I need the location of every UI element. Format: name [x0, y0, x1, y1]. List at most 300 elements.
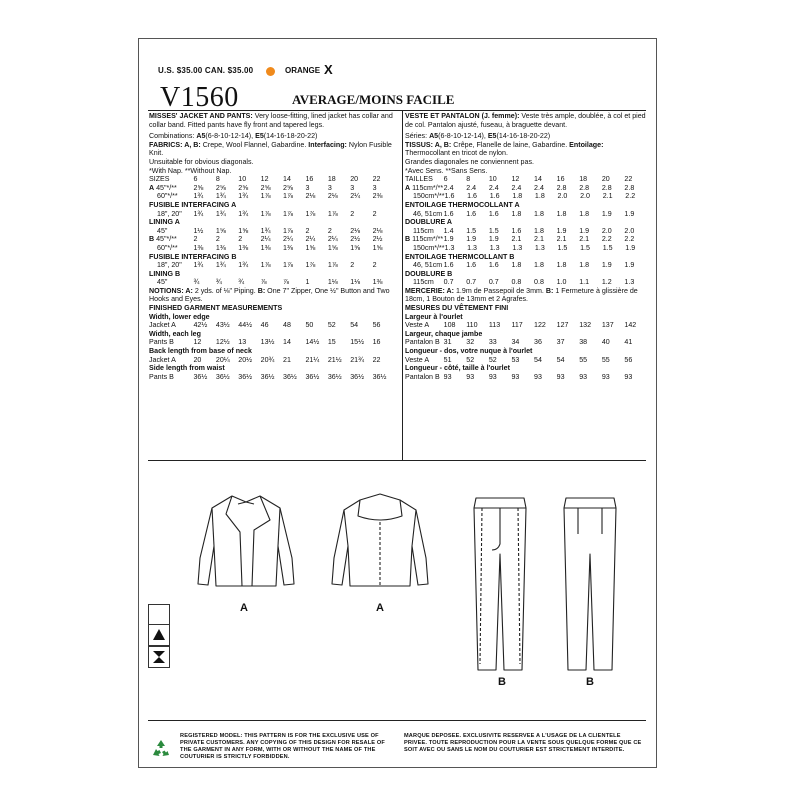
- table-cell: 40: [601, 338, 610, 347]
- table-cell: 1.8: [511, 261, 522, 270]
- table-cell: 1.6: [444, 192, 455, 201]
- table-cell: 2¼: [305, 235, 316, 244]
- table-cell: 1.8: [579, 209, 590, 218]
- table-cell: 1¾: [238, 209, 249, 218]
- table-cell: 1¾: [260, 226, 271, 235]
- table-cell: 93: [624, 372, 633, 381]
- view-label: B: [498, 676, 506, 688]
- table-cell: 22: [372, 355, 381, 364]
- table-cell: ¾: [193, 278, 200, 287]
- english-nap-note: *With Nap. **Without Nap.: [149, 166, 232, 175]
- yardage-row: A 115cm*/** 2.4 2.4 2.4 2.4 2.4 2.8 2.8 2.8 2.8: [405, 184, 647, 193]
- table-cell: 10: [238, 175, 247, 184]
- table-cell: 1¾: [238, 192, 249, 201]
- table-cell: 1.8: [534, 226, 544, 235]
- yardage-row: 115cm 1.4 1.5 1.5 1.6 1.8 1.9 1.9 2.0 2.0: [405, 227, 647, 236]
- table-cell: 2.8: [556, 183, 567, 192]
- table-cell: ¾: [215, 278, 222, 287]
- yardage-row: 60"*/** 1⅜ 1⅜ 1⅜ 1⅜ 1⅜ 1⅝ 1⅝ 1⅝ 1⅝: [149, 244, 395, 253]
- table-cell: 2.2: [624, 235, 635, 244]
- table-cell: 14: [534, 175, 542, 184]
- english-column: [149, 112, 395, 381]
- table-cell: 16: [305, 175, 314, 184]
- table-cell: 10: [488, 175, 497, 184]
- table-cell: 2.1: [602, 192, 613, 201]
- table-cell: 3: [305, 183, 310, 192]
- table-cell: 1.9: [601, 261, 612, 270]
- section-heading: FUSIBLE INTERFACING A: [149, 200, 237, 209]
- table-cell: 1.1: [579, 278, 590, 287]
- pattern-number: V1560: [160, 82, 239, 113]
- table-cell: 2.4: [443, 183, 454, 192]
- table-cell: 2: [193, 235, 198, 244]
- table-cell: 53: [511, 355, 520, 364]
- table-cell: 2⅛: [350, 226, 361, 235]
- header-divider: [148, 110, 646, 111]
- table-cell: 13½: [260, 338, 275, 347]
- table-cell: 1⅞: [283, 209, 293, 218]
- table-cell: 122: [534, 321, 546, 330]
- table-cell: 1.8: [512, 192, 523, 201]
- table-cell: 113: [488, 321, 501, 330]
- table-cell: 2⅛: [305, 192, 316, 201]
- table-cell: 1.8: [511, 209, 522, 218]
- table-cell: 2½: [372, 235, 383, 244]
- table-cell: 55: [579, 355, 588, 364]
- table-cell: 6: [193, 175, 198, 184]
- table-cell: 93: [443, 372, 452, 381]
- table-cell: 2⅝: [283, 183, 293, 192]
- table-cell: 2.8: [601, 183, 612, 192]
- table-cell: 1.8: [534, 261, 544, 270]
- table-cell: 110: [466, 321, 478, 330]
- yardage-row: B 45"*/** 2 2 2 2¼ 2¼ 2¼ 2¼ 2½ 2½: [149, 235, 395, 244]
- table-cell: 1.6: [443, 261, 454, 270]
- table-cell: 2.8: [579, 183, 590, 192]
- table-cell: 1.9: [624, 209, 635, 218]
- table-cell: 0.7: [443, 278, 454, 287]
- table-cell: 2.4: [466, 183, 477, 192]
- section-heading: MESURES DU VÊTEMENT FINI: [405, 304, 509, 313]
- view-label: A: [240, 602, 248, 614]
- table-cell: 15½: [350, 338, 365, 347]
- table-cell: 2⅛: [372, 226, 383, 235]
- table-cell: 12½: [215, 338, 230, 347]
- measurement-heading: Width, each leg: [149, 329, 201, 338]
- table-cell: 1.6: [488, 261, 499, 270]
- table-cell: 1.8: [556, 261, 567, 270]
- table-cell: 1.9: [601, 209, 612, 218]
- table-cell: 2.1: [511, 235, 522, 244]
- yardage-row: 150cm*/** 1.3 1.3 1.3 1.3 1.3 1.5 1.5 1.5 1.9: [405, 244, 647, 253]
- table-cell: 1⅛: [327, 278, 338, 287]
- table-cell: 21: [283, 355, 291, 364]
- measurement-row: Jacket A 20 20¼ 20½ 20¾ 21 21¼ 21½ 21¾ 22: [149, 356, 395, 365]
- section-heading: DOUBLURE B: [405, 269, 453, 278]
- table-cell: 55: [601, 355, 610, 364]
- measurement-heading: Longueur - côté, taille à l'ourlet: [405, 364, 510, 373]
- table-cell: 1⅜: [260, 243, 271, 252]
- table-cell: 12: [193, 338, 202, 347]
- table-cell: 1⅝: [305, 243, 316, 252]
- yardage-row: 45" 1½ 1⅝ 1⅝ 1¾ 1⅞ 2 2 2⅛ 2⅛: [149, 227, 395, 236]
- with-nap-icon: [148, 624, 170, 646]
- table-cell: 1.5: [488, 226, 499, 235]
- table-cell: 1⅞: [327, 261, 338, 270]
- table-cell: 20½: [238, 355, 253, 364]
- table-cell: 1⅛: [350, 278, 361, 287]
- french-notions: MERCERIE: A: 1.9m de Passepoil de 3mm. B: 1 Fermeture à glissière de 18cm, 1 Bouton de 13mm et 2 Agrafes.: [405, 286, 638, 304]
- table-cell: 1.0: [556, 278, 567, 287]
- yardage-row: A 45"*/** 2⅝ 2⅝ 2⅝ 2⅝ 2⅝ 3 3 3 3: [149, 184, 395, 193]
- table-cell: 2: [372, 209, 377, 218]
- section-heading: ENTOILAGE THERMOCOLLANT A: [405, 200, 520, 209]
- table-cell: 2: [350, 261, 355, 270]
- table-cell: 1: [305, 278, 310, 287]
- table-cell: 2⅜: [372, 192, 383, 201]
- table-cell: 18: [327, 175, 336, 184]
- table-cell: 46: [260, 321, 269, 330]
- jacket-back-drawing: [330, 488, 430, 600]
- table-cell: 127: [556, 321, 569, 330]
- table-cell: 12: [260, 175, 269, 184]
- table-cell: 2: [305, 226, 310, 235]
- jacket-front-drawing: [196, 488, 296, 600]
- table-cell: 1.6: [467, 192, 478, 201]
- table-cell: 16: [372, 338, 381, 347]
- table-cell: 1.5: [602, 243, 613, 252]
- table-cell: 1.8: [534, 192, 545, 201]
- english-combinations: Combinations: A5(6-8-10-12-14), E5(14-16-18-20-22): [149, 132, 318, 141]
- table-cell: 1.6: [511, 226, 522, 235]
- table-cell: 20¼: [215, 355, 230, 364]
- yardage-row: B 115cm*/** 1.9 1.9 1.9 2.1 2.1 2.1 2.1 2.2 2.2: [405, 235, 647, 244]
- yardage-row: 18", 20" 1¾ 1¾ 1¾ 1⅞ 1⅞ 1⅞ 1⅞ 2 2: [149, 210, 395, 219]
- table-cell: 1.8: [556, 209, 567, 218]
- table-cell: 34: [511, 338, 520, 347]
- measurement-heading: Side length from waist: [149, 364, 225, 373]
- table-cell: 3: [372, 183, 377, 192]
- table-cell: 1⅝: [372, 243, 383, 252]
- french-diagonals: Grandes diagonales ne conviennent pas.: [405, 157, 534, 166]
- table-cell: 14: [283, 338, 291, 347]
- table-cell: 93: [579, 372, 588, 381]
- table-cell: 48: [283, 321, 291, 330]
- table-cell: 36½: [193, 372, 208, 381]
- table-cell: 3: [327, 183, 332, 192]
- english-description: MISSES' JACKET AND PANTS: Very loose-fitting, lined jacket has collar and collar band. Fitted pants have fly front and tapered legs.: [149, 112, 393, 129]
- table-cell: 18: [579, 175, 588, 184]
- table-cell: 20: [601, 175, 610, 184]
- table-cell: 42½: [193, 321, 208, 330]
- table-cell: 1⅞: [283, 261, 293, 270]
- table-cell: 1.6: [489, 192, 500, 201]
- table-cell: 2.1: [579, 235, 590, 244]
- table-cell: 2.4: [534, 183, 544, 192]
- table-cell: 8: [215, 175, 220, 184]
- measurement-heading: Largeur, chaque jambe: [405, 329, 483, 338]
- table-cell: 1¾: [215, 192, 226, 201]
- table-cell: 1⅝: [238, 226, 249, 235]
- sizes-row: TAILLES 6 8 10 12 14 16 18 20 22: [405, 175, 647, 184]
- view-label: A: [376, 602, 384, 614]
- table-cell: 2.0: [580, 192, 590, 201]
- table-cell: 54: [556, 355, 565, 364]
- table-cell: ⅞: [260, 278, 267, 287]
- table-cell: 1.2: [601, 278, 612, 287]
- section-heading: LINING B: [149, 269, 181, 278]
- table-cell: 54: [534, 355, 542, 364]
- measurement-heading: Back length from base of neck: [149, 347, 252, 356]
- table-cell: 2¼: [350, 192, 361, 201]
- pants-back-drawing: [560, 494, 620, 674]
- table-cell: 1.6: [488, 209, 499, 218]
- table-cell: 37: [556, 338, 565, 347]
- difficulty-level: AVERAGE/MOINS FACILE: [292, 92, 455, 107]
- table-cell: ¾: [238, 278, 245, 287]
- table-cell: 13: [238, 338, 247, 347]
- table-cell: 0.8: [534, 278, 544, 287]
- measurement-row: Pants B 12 12½ 13 13½ 14 14½ 15 15½ 16: [149, 338, 395, 347]
- table-cell: 0.7: [466, 278, 477, 287]
- measurement-row: Veste A 51 52 52 53 54 54 55 55 56: [405, 356, 647, 365]
- table-cell: 1¾: [215, 261, 226, 270]
- measurement-row: Pants B 36½ 36½ 36½ 36½ 36½ 36½ 36½ 36½ 36½: [149, 373, 395, 382]
- table-cell: 1.6: [466, 261, 477, 270]
- table-cell: 36½: [238, 372, 253, 381]
- table-cell: 52: [327, 321, 336, 330]
- table-cell: 43½: [215, 321, 230, 330]
- table-cell: 142: [624, 321, 637, 330]
- section-heading: ENTOILAGE THERMCOLLANT B: [405, 252, 515, 261]
- table-cell: 16: [556, 175, 565, 184]
- table-cell: 2.1: [556, 235, 567, 244]
- table-cell: 52: [488, 355, 497, 364]
- measurement-heading: Largeur à l'ourlet: [405, 312, 463, 321]
- table-cell: 1⅞: [305, 261, 316, 270]
- table-cell: 1⅝: [215, 226, 226, 235]
- table-cell: 1⅞: [327, 209, 338, 218]
- color-mark: X: [324, 62, 333, 77]
- table-cell: 1.9: [443, 235, 454, 244]
- table-cell: 2⅝: [193, 183, 204, 192]
- table-cell: 1.3: [624, 278, 635, 287]
- section-heading: LINING A: [149, 218, 180, 227]
- table-cell: 2.4: [488, 183, 499, 192]
- table-cell: 20¾: [260, 355, 275, 364]
- without-nap-icon: [148, 646, 170, 668]
- table-cell: 2¼: [283, 235, 293, 244]
- table-cell: 2⅝: [215, 183, 226, 192]
- table-cell: 56: [624, 355, 633, 364]
- pants-front-drawing: [470, 494, 530, 674]
- table-cell: 2¼: [327, 235, 338, 244]
- table-cell: 108: [443, 321, 456, 330]
- table-cell: 1⅞: [305, 209, 316, 218]
- table-cell: 93: [556, 372, 565, 381]
- table-cell: 1.8: [579, 261, 590, 270]
- table-cell: 2.0: [557, 192, 568, 201]
- table-cell: 21¾: [350, 355, 365, 364]
- footer-english: REGISTERED MODEL: THIS PATTERN IS FOR THE EXCLUSIVE USE OF PRIVATE CUSTOMERS. ANY COPYING OF THIS DESIGN FOR RESALE OF THE GARMENT IN ANY FORM, WITH OR WITHOUT THE NAME OF THE COUTURIER IS STRICTLY FORBIDDEN.: [180, 733, 385, 760]
- table-cell: 1¾: [193, 261, 204, 270]
- table-cell: 21½: [327, 355, 342, 364]
- table-cell: 93: [601, 372, 610, 381]
- yardage-row: 60"*/** 1¾ 1¾ 1¾ 1⅞ 1⅞ 2⅛ 2⅛ 2¼ 2⅜: [149, 192, 395, 201]
- table-cell: 1.9: [625, 243, 636, 252]
- table-cell: 1⅜: [193, 243, 204, 252]
- table-cell: 2¼: [260, 235, 271, 244]
- table-cell: 36: [534, 338, 542, 347]
- yardage-row: 115cm 0.7 0.7 0.7 0.8 0.8 1.0 1.1 1.2 1.3: [405, 278, 647, 287]
- measurement-row: Pantalon B 93 93 93 93 93 93 93 93 93: [405, 373, 647, 382]
- french-series: Séries: A5(6-8-10-12-14), E5(14-16-18-20-22): [405, 132, 551, 141]
- table-cell: 1.9: [466, 235, 477, 244]
- table-cell: 1.8: [534, 209, 544, 218]
- table-cell: 1.9: [556, 226, 567, 235]
- english-fabrics: FABRICS: A, B: Crepe, Wool Flannel, Gabardine. Interfacing: Nylon Fusible Knit.: [149, 140, 392, 158]
- footer-divider: [148, 720, 646, 721]
- table-cell: 20: [350, 175, 359, 184]
- table-cell: 52: [466, 355, 475, 364]
- table-cell: 2.1: [534, 235, 544, 244]
- english-diagonals: Unsuitable for obvious diagonals.: [149, 157, 254, 166]
- table-cell: 132: [579, 321, 592, 330]
- table-cell: 12: [511, 175, 520, 184]
- table-cell: 2: [327, 226, 332, 235]
- english-notions: NOTIONS: A: 2 yds. of ⅛" Piping. B: One 7" Zipper, One ½" Button and Two Hooks and Eyes.: [149, 286, 390, 304]
- measurement-heading: Longueur - dos, votre nuque à l'ourlet: [405, 347, 533, 356]
- table-cell: 15: [327, 338, 336, 347]
- view-label: B: [586, 676, 594, 688]
- table-cell: 21¼: [305, 355, 320, 364]
- table-cell: 1⅞: [283, 226, 293, 235]
- price: U.S. $35.00 CAN. $35.00: [158, 66, 254, 75]
- table-cell: 93: [534, 372, 542, 381]
- table-cell: 22: [624, 175, 633, 184]
- table-cell: 14½: [305, 338, 320, 347]
- table-cell: 1.3: [512, 243, 523, 252]
- table-cell: 22: [372, 175, 381, 184]
- table-cell: 2⅛: [327, 192, 338, 201]
- table-cell: 0.7: [488, 278, 499, 287]
- yardage-row: 150cm*/** 1.6 1.6 1.6 1.8 1.8 2.0 2.0 2.1 2.2: [405, 192, 647, 201]
- table-cell: 1.4: [443, 226, 454, 235]
- table-cell: 1⅞: [260, 209, 271, 218]
- table-cell: 44½: [238, 321, 253, 330]
- footer-french: MARQUE DEPOSEE. EXCLUSIVITE RESERVEE A L'USAGE DE LA CLIENTELE PRIVEE. TOUTE REPRODUCTION POUR LA VENTE SOUS QUELQUE FORME QUE CE SOIT AVEC OU SANS LE NOM DU COUTURIER EST STRICTEMENT INTERDITE.: [404, 733, 642, 753]
- table-cell: 36½: [260, 372, 275, 381]
- yardage-row: 45" ¾ ¾ ¾ ⅞ ⅞ 1 1⅛ 1⅛ 1⅜: [149, 278, 395, 287]
- measurement-heading: Width, lower edge: [149, 312, 210, 321]
- recycle-icon: [150, 738, 172, 760]
- table-cell: 1.3: [444, 243, 455, 252]
- yardage-row: 46, 51cm 1.6 1.6 1.6 1.8 1.8 1.8 1.8 1.9 1.9: [405, 210, 647, 219]
- table-cell: 41: [624, 338, 633, 347]
- table-cell: 32: [466, 338, 475, 347]
- table-cell: 36½: [327, 372, 342, 381]
- table-cell: 1.3: [489, 243, 500, 252]
- table-cell: 1.5: [557, 243, 568, 252]
- yardage-row: 18", 20" 1¾ 1¾ 1¾ 1⅞ 1⅞ 1⅞ 1⅞ 2 2: [149, 261, 395, 270]
- table-cell: 1⅝: [327, 243, 338, 252]
- table-cell: 3: [350, 183, 355, 192]
- table-cell: 1.9: [624, 261, 635, 270]
- table-cell: 2.2: [601, 235, 612, 244]
- table-cell: 1.3: [467, 243, 478, 252]
- measurement-row: Jacket A 42½ 43½ 44½ 46 48 50 52 54 56: [149, 321, 395, 330]
- table-cell: 6: [443, 175, 448, 184]
- table-cell: 117: [511, 321, 523, 330]
- table-cell: 2: [215, 235, 220, 244]
- table-cell: 36½: [350, 372, 365, 381]
- table-cell: 1¾: [193, 192, 204, 201]
- table-cell: 1¾: [215, 209, 226, 218]
- color-name: ORANGE: [285, 66, 321, 75]
- table-cell: 31: [443, 338, 452, 347]
- column-divider: [402, 110, 403, 460]
- table-cell: 1⅞: [260, 261, 271, 270]
- table-cell: 2⅝: [260, 183, 271, 192]
- table-cell: 1⅜: [215, 243, 226, 252]
- table-cell: 2.4: [511, 183, 522, 192]
- table-cell: 1⅜: [283, 243, 293, 252]
- table-cell: 1.3: [534, 243, 545, 252]
- table-cell: 137: [601, 321, 614, 330]
- table-cell: 36½: [305, 372, 320, 381]
- section-heading: FINISHED GARMENT MEASUREMENTS: [149, 304, 283, 313]
- measurement-row: Pantalon B 31 32 33 34 36 37 38 40 41: [405, 338, 647, 347]
- table-cell: 51: [443, 355, 452, 364]
- table-cell: 14: [283, 175, 291, 184]
- table-cell: 56: [372, 321, 381, 330]
- color-dot-icon: [266, 67, 275, 76]
- table-cell: 2.0: [624, 226, 635, 235]
- table-cell: 1.5: [466, 226, 477, 235]
- table-cell: 2⅝: [238, 183, 249, 192]
- table-cell: 38: [579, 338, 588, 347]
- french-description: VESTE ET PANTALON (J. femme): Veste très ample, doublée, à col et pied de col. Pantalon ajusté, fuseau, à braguette devant.: [405, 112, 646, 129]
- table-cell: 1.6: [443, 209, 454, 218]
- table-cell: 1⅝: [350, 243, 361, 252]
- table-cell: 36½: [215, 372, 230, 381]
- table-cell: 36½: [372, 372, 387, 381]
- yardage-row: 46, 51cm 1.6 1.6 1.6 1.8 1.8 1.8 1.8 1.9 1.9: [405, 261, 647, 270]
- section-heading: FUSIBLE INTERFACING B: [149, 252, 237, 261]
- table-cell: 0.8: [511, 278, 522, 287]
- table-cell: 1¾: [238, 261, 249, 270]
- table-cell: 2.0: [601, 226, 612, 235]
- table-cell: 1½: [193, 226, 204, 235]
- sizes-row: SIZES 6 8 10 12 14 16 18 20 22: [149, 175, 395, 184]
- table-cell: 20: [193, 355, 202, 364]
- table-cell: 1.5: [580, 243, 590, 252]
- table-cell: 1.9: [488, 235, 499, 244]
- table-cell: 93: [466, 372, 475, 381]
- table-cell: 1.9: [579, 226, 590, 235]
- french-nap-note: *Avec Sens. **Sans Sens.: [405, 166, 488, 175]
- table-cell: 2: [350, 209, 355, 218]
- section-heading: DOUBLURE A: [405, 218, 453, 227]
- table-cell: 2.8: [624, 183, 635, 192]
- table-cell: 93: [488, 372, 497, 381]
- french-column: [405, 112, 647, 381]
- blank-nap-box: [148, 604, 170, 626]
- table-cell: 8: [466, 175, 471, 184]
- table-cell: 2.2: [625, 192, 636, 201]
- table-cell: ⅞: [283, 278, 289, 287]
- table-cell: 2½: [350, 235, 361, 244]
